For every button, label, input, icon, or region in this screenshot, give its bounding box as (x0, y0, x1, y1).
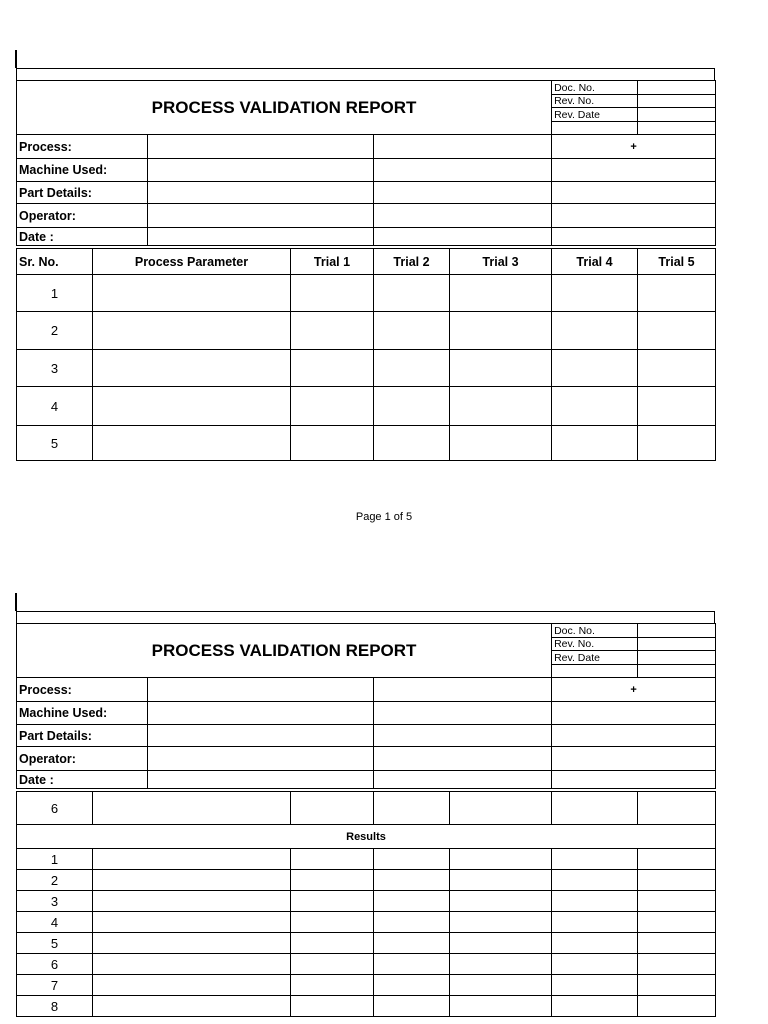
result-cell[interactable] (93, 891, 291, 912)
table-row (17, 387, 716, 426)
result-cell[interactable] (374, 912, 450, 933)
parameter-cell[interactable] (93, 426, 291, 461)
trial-cell[interactable] (374, 312, 450, 350)
trial-cell[interactable] (638, 387, 716, 426)
result-cell[interactable] (450, 891, 552, 912)
sr-no-cell: 4 (17, 387, 93, 426)
trial-cell[interactable] (552, 792, 638, 825)
operator-field[interactable] (148, 204, 374, 228)
col-header-trial-4: Trial 4 (552, 249, 638, 275)
header-top-strip (16, 68, 715, 80)
date-extra-field[interactable] (374, 771, 552, 789)
col-header-trial-2: Trial 2 (374, 249, 450, 275)
result-cell[interactable] (93, 996, 291, 1017)
result-cell[interactable] (291, 849, 374, 870)
process-field[interactable] (148, 135, 374, 159)
part-details-field[interactable] (148, 725, 374, 747)
table-row (17, 312, 716, 350)
result-no-cell: 4 (17, 912, 93, 933)
result-cell[interactable] (450, 975, 552, 996)
machine-used-field[interactable] (148, 702, 374, 725)
trial-cell[interactable] (450, 312, 552, 350)
result-cell[interactable] (552, 849, 638, 870)
result-no-cell: 3 (17, 891, 93, 912)
trial-cell[interactable] (374, 426, 450, 461)
table-row (17, 792, 716, 825)
result-cell[interactable] (552, 975, 638, 996)
table-row (17, 849, 716, 870)
trial-cell[interactable] (552, 350, 638, 387)
rev-no-value[interactable] (638, 95, 716, 108)
trials-table (16, 248, 716, 461)
result-cell[interactable] (450, 912, 552, 933)
parameter-cell[interactable] (93, 387, 291, 426)
operator-extra-field[interactable] (374, 204, 552, 228)
result-no-cell: 1 (17, 849, 93, 870)
machine-used-side-field[interactable] (552, 702, 716, 725)
result-cell[interactable] (638, 849, 716, 870)
process-extra-field[interactable] (374, 678, 552, 702)
trial-cell[interactable] (450, 275, 552, 312)
parameter-cell[interactable] (93, 312, 291, 350)
result-cell[interactable] (291, 870, 374, 891)
result-cell[interactable] (374, 870, 450, 891)
operator-extra-field[interactable] (374, 747, 552, 771)
trials-continued-table (16, 791, 716, 1017)
plus-mark: + (552, 135, 716, 159)
operator-label: Operator: (17, 747, 148, 771)
col-header-sr-no: Sr. No. (17, 249, 93, 275)
result-no-cell: 8 (17, 996, 93, 1017)
trial-cell[interactable] (291, 350, 374, 387)
trial-cell[interactable] (552, 275, 638, 312)
result-cell[interactable] (552, 996, 638, 1017)
result-cell[interactable] (291, 975, 374, 996)
doc-blank-cell (638, 665, 716, 678)
date-label: Date : (17, 228, 148, 246)
result-no-cell: 5 (17, 933, 93, 954)
rev-no-value[interactable] (638, 638, 716, 651)
date-field[interactable] (148, 771, 374, 789)
result-cell[interactable] (552, 954, 638, 975)
result-cell[interactable] (93, 912, 291, 933)
page-edge-marker (15, 50, 17, 68)
date-field[interactable] (148, 228, 374, 246)
operator-field[interactable] (148, 747, 374, 771)
result-cell[interactable] (638, 912, 716, 933)
col-header-trial-1: Trial 1 (291, 249, 374, 275)
process-label: Process: (17, 135, 148, 159)
sr-no-cell: 3 (17, 350, 93, 387)
trial-cell[interactable] (638, 312, 716, 350)
table-row (17, 275, 716, 312)
col-header-trial-3: Trial 3 (450, 249, 552, 275)
machine-used-extra-field[interactable] (374, 159, 552, 182)
doc-no-label: Doc. No. (552, 624, 638, 638)
plus-mark: + (552, 678, 716, 702)
sr-no-cell: 2 (17, 312, 93, 350)
col-header-process-parameter: Process Parameter (93, 249, 291, 275)
table-row (17, 912, 716, 933)
result-cell[interactable] (374, 975, 450, 996)
rev-no-label: Rev. No. (552, 638, 638, 651)
sr-no-cell: 6 (17, 792, 93, 825)
result-cell[interactable] (552, 912, 638, 933)
process-label: Process: (17, 678, 148, 702)
doc-blank-cell (638, 122, 716, 135)
doc-blank-cell (552, 122, 638, 135)
trial-cell[interactable] (374, 792, 450, 825)
result-cell[interactable] (374, 891, 450, 912)
trial-cell[interactable] (638, 275, 716, 312)
trial-cell[interactable] (552, 312, 638, 350)
table-row (17, 954, 716, 975)
machine-used-label: Machine Used: (17, 159, 148, 182)
trial-cell[interactable] (291, 275, 374, 312)
doc-no-label: Doc. No. (552, 81, 638, 95)
date-label: Date : (17, 771, 148, 789)
result-cell[interactable] (291, 954, 374, 975)
result-cell[interactable] (450, 933, 552, 954)
trial-cell[interactable] (450, 426, 552, 461)
parameter-cell[interactable] (93, 792, 291, 825)
sr-no-cell: 5 (17, 426, 93, 461)
result-cell[interactable] (450, 996, 552, 1017)
doc-blank-cell (552, 665, 638, 678)
report-title: PROCESS VALIDATION REPORT (17, 81, 552, 135)
report-header-table (16, 623, 716, 789)
table-row (17, 870, 716, 891)
table-row (17, 426, 716, 461)
part-details-field[interactable] (148, 182, 374, 204)
table-row (17, 891, 716, 912)
table-row (17, 975, 716, 996)
rev-date-label: Rev. Date (552, 651, 638, 665)
machine-used-field[interactable] (148, 159, 374, 182)
col-header-trial-5: Trial 5 (638, 249, 716, 275)
page-number: Page 1 of 5 (355, 511, 413, 523)
result-cell[interactable] (374, 996, 450, 1017)
result-cell[interactable] (93, 870, 291, 891)
result-cell[interactable] (552, 933, 638, 954)
rev-date-value[interactable] (638, 108, 716, 122)
part-details-label: Part Details: (17, 725, 148, 747)
result-no-cell: 2 (17, 870, 93, 891)
result-cell[interactable] (93, 933, 291, 954)
result-cell[interactable] (450, 849, 552, 870)
result-cell[interactable] (638, 870, 716, 891)
trial-cell[interactable] (374, 387, 450, 426)
result-cell[interactable] (450, 870, 552, 891)
result-cell[interactable] (450, 954, 552, 975)
part-details-side-field[interactable] (552, 182, 716, 204)
result-cell[interactable] (374, 933, 450, 954)
part-details-label: Part Details: (17, 182, 148, 204)
trial-cell[interactable] (291, 792, 374, 825)
result-cell[interactable] (291, 996, 374, 1017)
date-extra-field[interactable] (374, 228, 552, 246)
part-details-extra-field[interactable] (374, 182, 552, 204)
rev-date-value[interactable] (638, 651, 716, 665)
result-cell[interactable] (374, 954, 450, 975)
header-top-strip (16, 611, 715, 623)
trial-cell[interactable] (450, 387, 552, 426)
sr-no-cell: 1 (17, 275, 93, 312)
report-title: PROCESS VALIDATION REPORT (17, 624, 552, 678)
result-cell[interactable] (638, 996, 716, 1017)
rev-no-label: Rev. No. (552, 95, 638, 108)
trial-cell[interactable] (291, 312, 374, 350)
result-cell[interactable] (291, 933, 374, 954)
trial-cell[interactable] (638, 350, 716, 387)
result-cell[interactable] (374, 849, 450, 870)
trial-cell[interactable] (291, 426, 374, 461)
trial-cell[interactable] (450, 792, 552, 825)
trial-cell[interactable] (374, 350, 450, 387)
parameter-cell[interactable] (93, 350, 291, 387)
trial-cell[interactable] (291, 387, 374, 426)
machine-used-extra-field[interactable] (374, 702, 552, 725)
machine-used-label: Machine Used: (17, 702, 148, 725)
process-extra-field[interactable] (374, 135, 552, 159)
result-cell[interactable] (638, 975, 716, 996)
process-field[interactable] (148, 678, 374, 702)
result-cell[interactable] (638, 891, 716, 912)
operator-side-field[interactable] (552, 747, 716, 771)
trial-cell[interactable] (552, 426, 638, 461)
operator-label: Operator: (17, 204, 148, 228)
parameter-cell[interactable] (93, 275, 291, 312)
doc-no-value[interactable] (638, 81, 716, 95)
result-cell[interactable] (638, 933, 716, 954)
result-cell[interactable] (291, 891, 374, 912)
results-section-header: Results (17, 825, 716, 849)
result-cell[interactable] (552, 870, 638, 891)
operator-side-field[interactable] (552, 204, 716, 228)
trial-cell[interactable] (638, 792, 716, 825)
result-cell[interactable] (93, 954, 291, 975)
part-details-side-field[interactable] (552, 725, 716, 747)
date-side-field[interactable] (552, 771, 716, 789)
doc-no-value[interactable] (638, 624, 716, 638)
report-header-table (16, 80, 716, 246)
rev-date-label: Rev. Date (552, 108, 638, 122)
trial-cell[interactable] (450, 350, 552, 387)
page-edge-marker (15, 593, 17, 611)
result-cell[interactable] (291, 912, 374, 933)
trial-cell[interactable] (374, 275, 450, 312)
result-no-cell: 7 (17, 975, 93, 996)
part-details-extra-field[interactable] (374, 725, 552, 747)
trial-cell[interactable] (552, 387, 638, 426)
trial-cell[interactable] (638, 426, 716, 461)
result-cell[interactable] (93, 849, 291, 870)
table-row (17, 996, 716, 1017)
result-cell[interactable] (638, 954, 716, 975)
result-no-cell: 6 (17, 954, 93, 975)
result-cell[interactable] (93, 975, 291, 996)
result-cell[interactable] (552, 891, 638, 912)
table-row (17, 933, 716, 954)
date-side-field[interactable] (552, 228, 716, 246)
table-row (17, 350, 716, 387)
machine-used-side-field[interactable] (552, 159, 716, 182)
